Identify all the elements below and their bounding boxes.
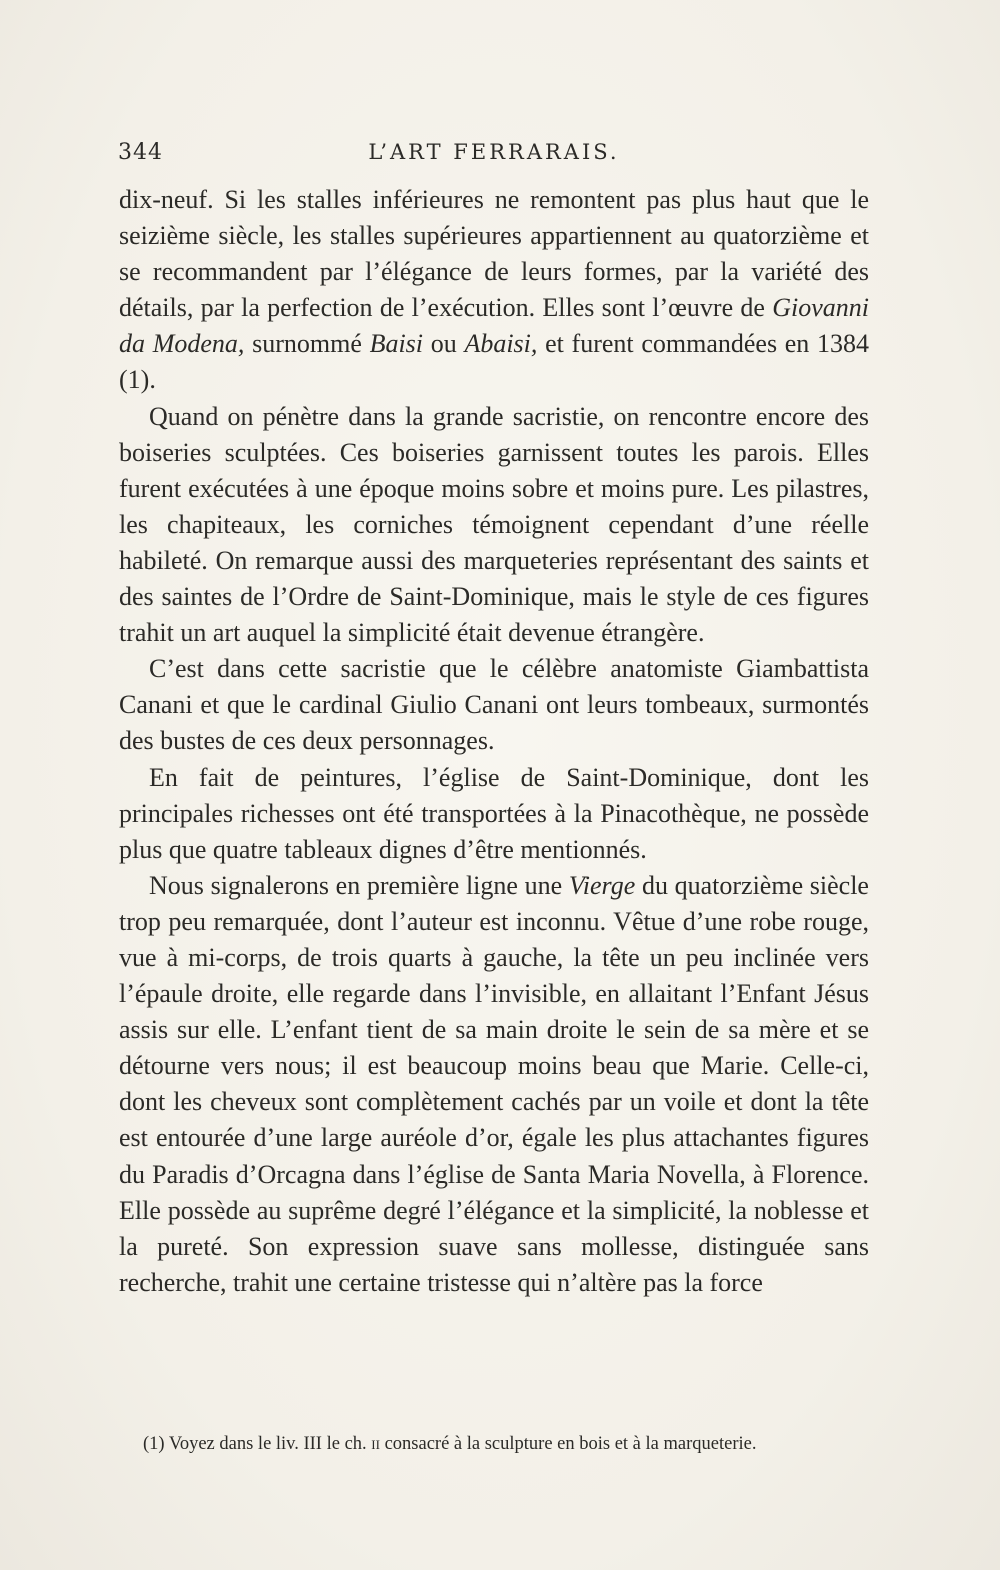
paragraph	[119, 868, 869, 1301]
footnote-text-after: consacré à la sculpture en bois et à la marqueterie.	[379, 1434, 757, 1454]
running-head	[118, 140, 870, 168]
paragraph-text: du quatorzième siècle trop peu remarquée, dont l’auteur est inconnu. Vêtue d’une robe rouge, vue à mi-corps, de trois quarts à gauche, la tête un peu inclinée vers l’épaule droite, elle regarde dans l’invisible, en allaitant l’Enfant Jésus assis sur elle. L’enfant tient de sa main droite le sein de sa mère et se détourne vers nous; il est beaucoup moins beau que Marie. Celle-ci, dont les cheveux sont complètement cachés par un voile et dont la tête est entourée d’une large auréole d’or, égale les plus attachantes figures du Paradis d’Orcagna dans l’église de Santa Maria Novella, à Florence. Elle possède au suprême degré l’élégance et la simplicité, la noblesse et la pureté. Son expression suave sans mollesse, distinguée sans recherche, trahit une certaine tristesse qui n’altère pas la force	[119, 870, 869, 1297]
page-number: 344	[118, 140, 163, 165]
paragraph-text: dix-neuf. Si les stalles inférieures ne remontent pas plus haut que le seizième siècle, les stalles supérieures appartiennent au quatorzième et se recommandent par l’élégance de leurs formes, par la variété des détails, par la perfection de l’exécution. Elles sont l’œuvre de	[119, 185, 869, 323]
italic-name: Baisi	[369, 329, 424, 359]
paragraph-text: Nous signalerons en première ligne une	[149, 870, 569, 900]
paragraph	[119, 399, 869, 652]
footnote-text-before: Voyez dans le liv. III le ch.	[164, 1434, 372, 1454]
paragraph-text: et furent commandées en 1384 (1).	[119, 329, 870, 395]
paragraph	[119, 182, 869, 399]
footnote-chapter-numeral: ii	[371, 1434, 380, 1454]
paragraph-text: surnommé	[244, 329, 370, 359]
paragraph-text: Quand on pénètre dans la grande sacristie, on rencontre encore des boiseries sculptées. Ces boiseries garnissent toutes les parois. Elles furent exécutées à une époque moins sobre et moins pure. Les pilastres, les chapiteaux, les corniches témoignent cependant d’une réelle habileté. On remarque aussi des marqueteries représentant des saints et des saintes de l’Ordre de Saint-Dominique, mais le style de ces figures trahit un art auquel la simplicité était devenue étrangère.	[119, 401, 869, 648]
italic-name: Giovanni da Modena,	[119, 293, 869, 359]
footnote	[119, 1430, 869, 1459]
paragraph-text: ou	[423, 329, 465, 359]
footnote-marker: (1)	[143, 1434, 165, 1454]
italic-name: Vierge	[568, 870, 636, 900]
paragraph-text: C’est dans cette sacristie que le célèbre anatomiste Giambattista Canani et que le cardinal Giulio Canani ont leurs tombeaux, surmontés des bustes de ces deux personnages.	[119, 654, 869, 756]
paragraph	[119, 651, 869, 759]
running-title: L’ART FERRARAIS.	[368, 140, 620, 164]
body-text	[119, 182, 869, 1301]
italic-name: Abaisi,	[464, 329, 538, 359]
paragraph-text: En fait de peintures, l’église de Saint-Dominique, dont les principales richesses ont été transportées à la Pinacothèque, ne possède plus que quatre tableaux dignes d’être mentionnés.	[119, 762, 869, 864]
paragraph	[119, 760, 869, 868]
